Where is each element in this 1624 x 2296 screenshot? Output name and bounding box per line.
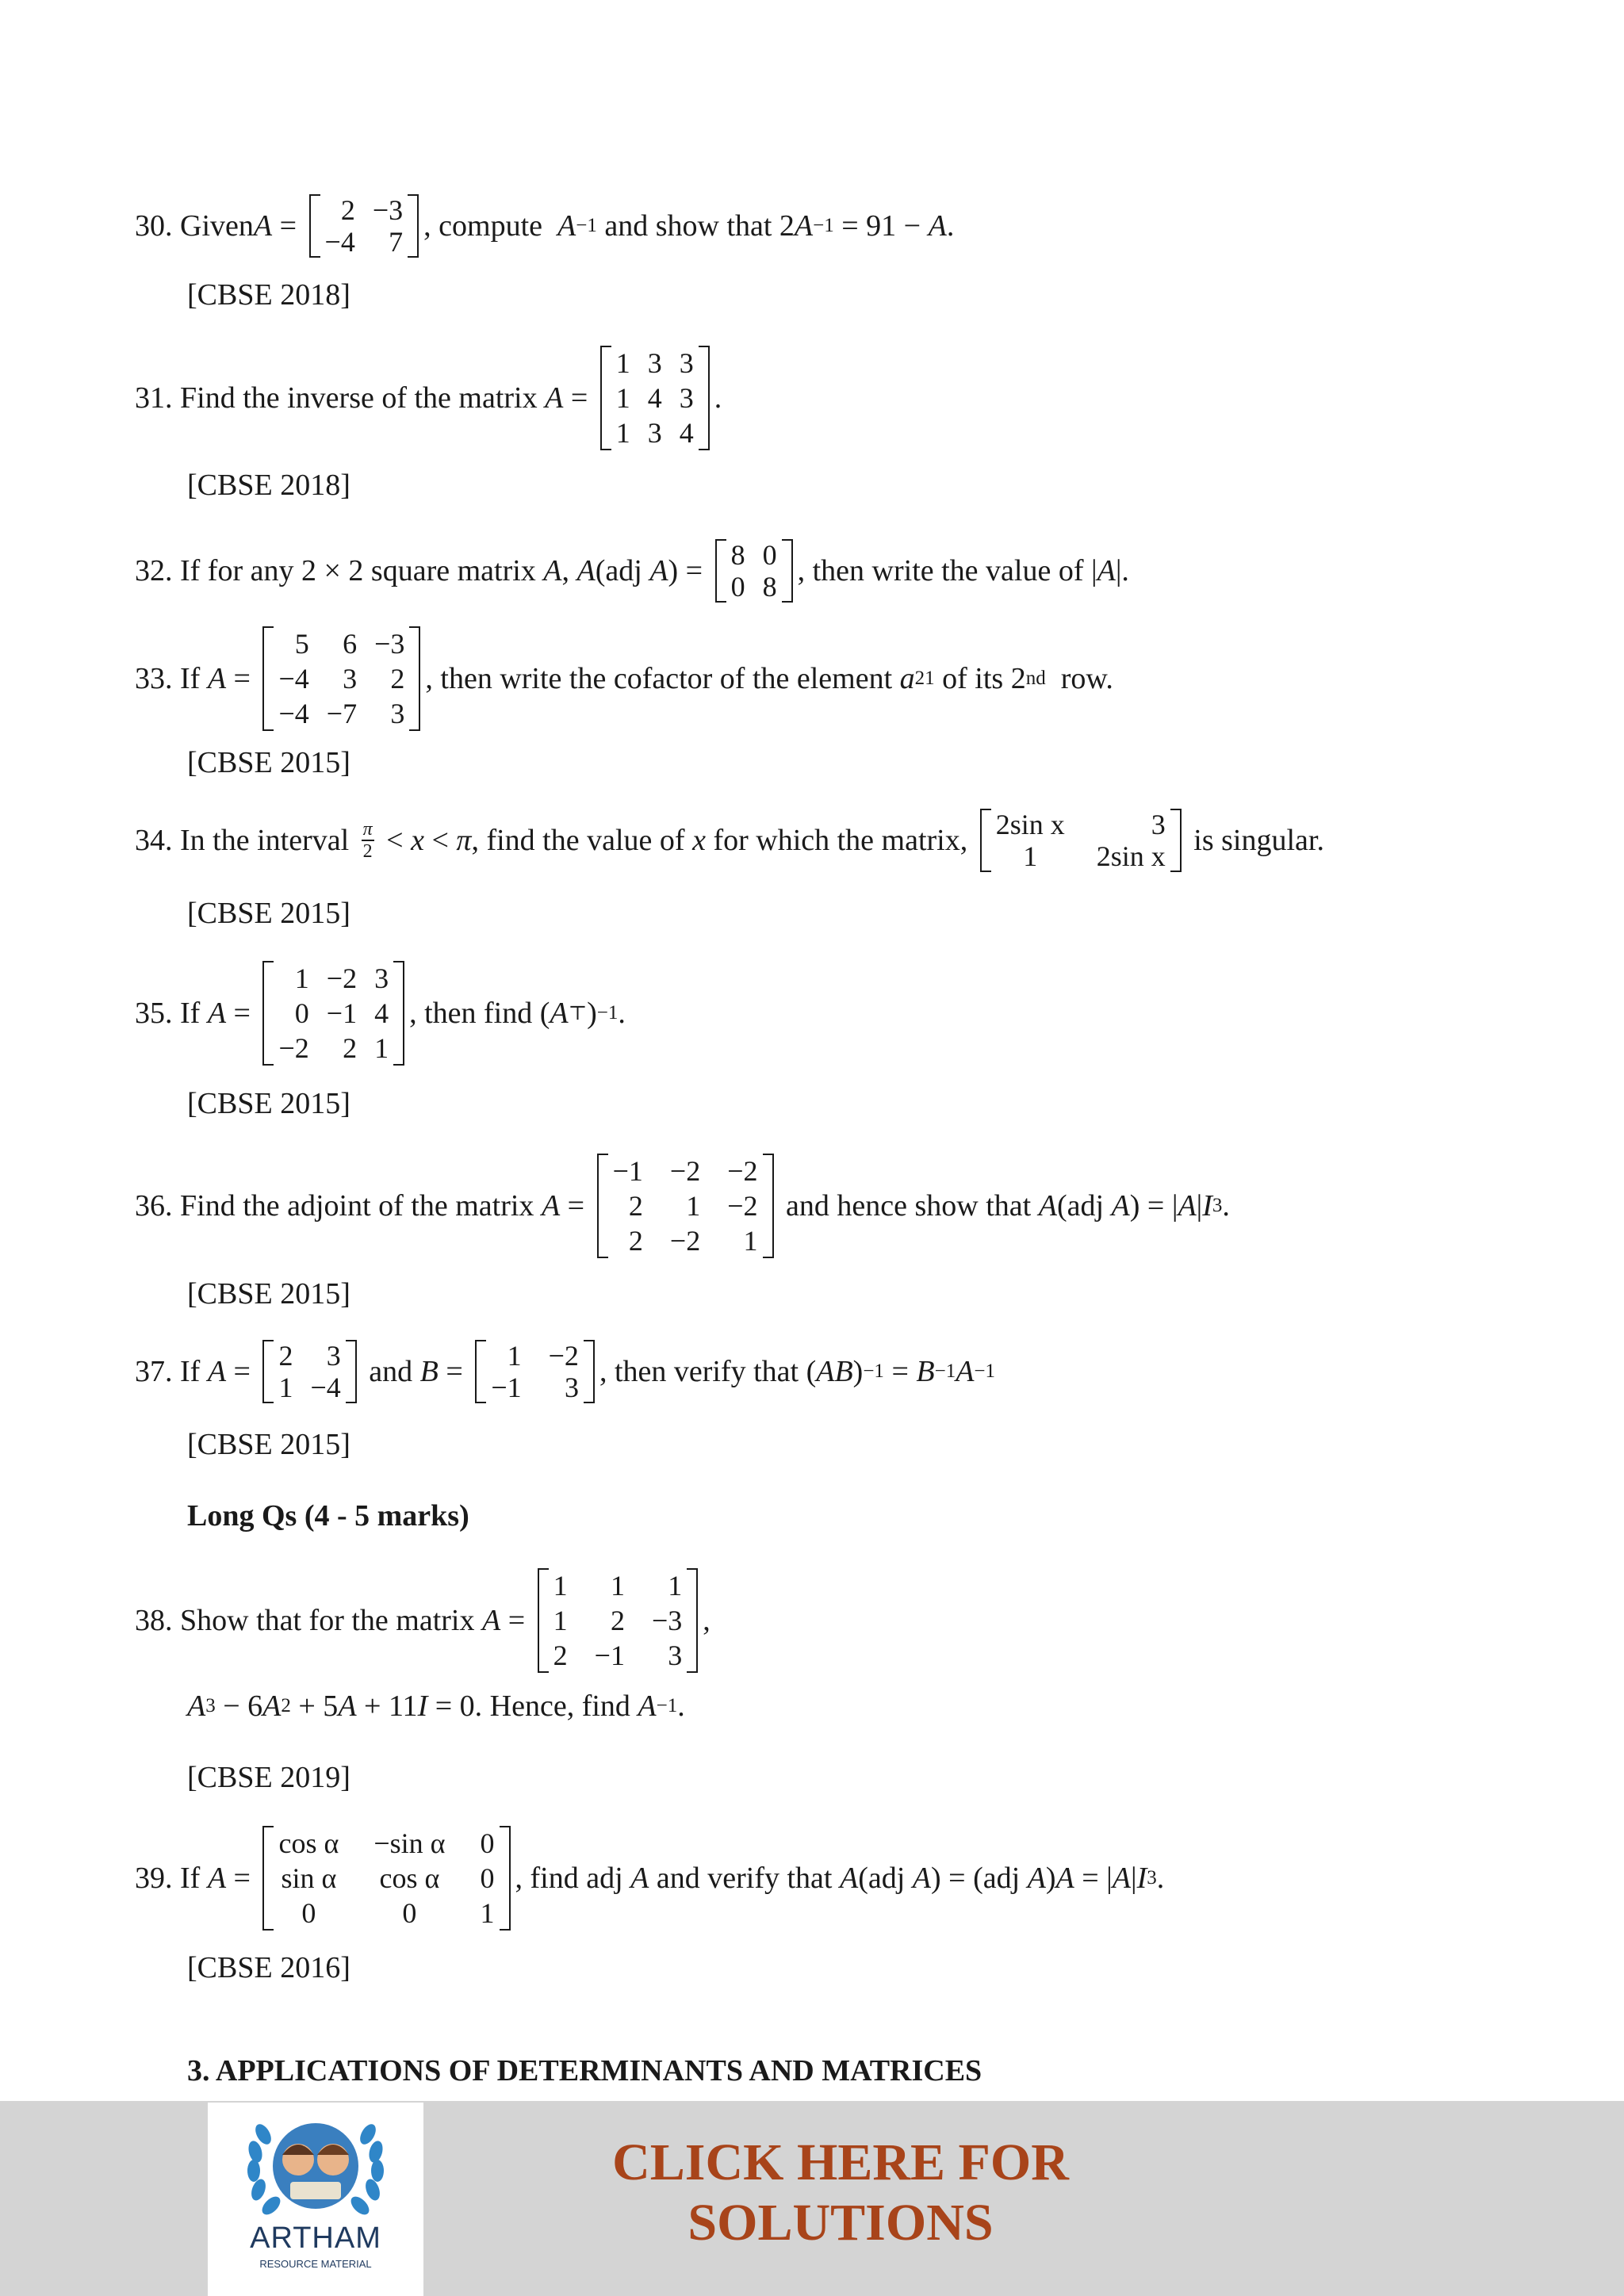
math-op: ) = | xyxy=(1129,1189,1178,1223)
section-heading: 3. APPLICATIONS OF DETERMINANTS AND MATRICES xyxy=(187,2054,982,2087)
matrix-cell: −7 xyxy=(326,698,358,729)
math-var: A xyxy=(543,554,562,587)
math-var: a xyxy=(899,662,915,695)
punct: . xyxy=(946,209,955,243)
math-var: π xyxy=(456,824,472,857)
question-text: Find the adjoint of the matrix xyxy=(180,1189,542,1223)
math-op: ) xyxy=(1045,1862,1056,1895)
math-var: A xyxy=(912,1862,931,1895)
question-text: Show that for the matrix xyxy=(180,1604,482,1637)
matrix-cell: 3 xyxy=(343,663,358,695)
math-var: A xyxy=(557,209,576,243)
question-number: 38. xyxy=(135,1604,173,1637)
cta-line-1: CLICK HERE FOR xyxy=(612,2133,1069,2191)
source-tag: [CBSE 2019] xyxy=(187,1761,350,1794)
math-sup: 2 xyxy=(281,1695,291,1716)
question-text: = 0. Hence, find xyxy=(427,1689,638,1723)
math-op: ) xyxy=(852,1355,864,1388)
math-var: A xyxy=(262,1689,282,1723)
question-text: and xyxy=(361,1355,420,1388)
matrix-cell: 2 xyxy=(390,663,405,695)
matrix-cell: 1 xyxy=(686,1190,701,1222)
matrix-cell: −2 xyxy=(727,1190,758,1222)
matrix-cell: −2 xyxy=(326,962,358,994)
math-op: = xyxy=(438,1355,471,1388)
question-number: 34. xyxy=(135,824,173,857)
question-35 xyxy=(135,961,626,1066)
matrix-cell: 4 xyxy=(374,997,389,1029)
matrix-cell: 2 xyxy=(340,194,355,226)
question-text: and hence show that xyxy=(778,1189,1039,1223)
matrix-cell: 1 xyxy=(610,1570,625,1601)
matrix-cell: 3 xyxy=(326,1340,341,1372)
math-sup: ⊤ xyxy=(568,1003,588,1024)
matrix-cell: 2 xyxy=(343,1032,358,1064)
question-38-line2 xyxy=(187,1689,685,1724)
matrix-cell: 8 xyxy=(762,571,777,603)
question-text: , find adj xyxy=(515,1862,631,1895)
math-op: = xyxy=(272,209,304,243)
question-34 xyxy=(135,809,1324,872)
question-37 xyxy=(135,1340,995,1403)
question-number: 31. xyxy=(135,381,173,415)
matrix-cell: 0 xyxy=(480,1862,495,1894)
matrix-cell: 2 xyxy=(553,1640,568,1671)
matrix-cell: 4 xyxy=(679,417,694,449)
matrix-cell: 0 xyxy=(301,1897,316,1929)
artham-logo xyxy=(208,2103,423,2296)
matrix-cell: 3 xyxy=(564,1372,579,1403)
punct: |. xyxy=(1115,554,1129,587)
logo-text: ARTHAM xyxy=(250,2221,381,2255)
question-38 xyxy=(135,1568,710,1673)
matrix-cell: −4 xyxy=(278,698,309,729)
math-sup: −1 xyxy=(863,1360,884,1382)
matrix-cell: 0 xyxy=(294,997,309,1029)
matrix-cell: 2 xyxy=(628,1190,643,1222)
source-tag: [CBSE 2015] xyxy=(187,1428,350,1461)
math-op: = xyxy=(226,662,259,695)
math-op: = xyxy=(226,997,259,1030)
question-text: If xyxy=(180,1862,208,1895)
matrix-cell: −3 xyxy=(372,194,404,226)
matrix xyxy=(980,809,1182,872)
math-sup: −1 xyxy=(934,1360,956,1382)
math-var: A xyxy=(1178,1189,1197,1223)
math-sup: −1 xyxy=(596,1002,619,1024)
math-var: A xyxy=(928,209,947,243)
question-text: and verify that xyxy=(649,1862,840,1895)
math-var: x xyxy=(411,824,424,857)
matrix-cell: 2sin x xyxy=(995,809,1065,840)
math-op: − 6 xyxy=(215,1689,263,1723)
source-tag: [CBSE 2015] xyxy=(187,897,350,930)
math-op: + 11 xyxy=(356,1689,418,1723)
matrix xyxy=(600,346,710,450)
matrix-cell: 1 xyxy=(374,1032,389,1064)
matrix-cell: 5 xyxy=(294,628,309,660)
math-var: B xyxy=(419,1355,439,1388)
matrix-cell: −1 xyxy=(491,1372,522,1403)
matrix-cell: −1 xyxy=(594,1640,625,1671)
math-sup: −1 xyxy=(813,215,834,236)
math-var: A xyxy=(550,997,569,1030)
matrix-cell: cos α xyxy=(278,1827,339,1859)
math-var: I xyxy=(1202,1189,1212,1223)
math-var: A xyxy=(1112,1862,1132,1895)
matrix-cell: 3 xyxy=(647,417,662,449)
question-number: 32. xyxy=(135,554,173,587)
matrix-cell: 2sin x xyxy=(1096,840,1166,872)
matrix-cell: −2 xyxy=(669,1155,701,1187)
matrix-cell: 2 xyxy=(628,1225,643,1257)
matrix-cell: 1 xyxy=(278,1372,293,1403)
math-var: A xyxy=(956,1355,975,1388)
math-var: A xyxy=(649,554,668,587)
question-text: for which the matrix, xyxy=(705,824,975,857)
question-text: If xyxy=(180,997,208,1030)
logo-subtext: RESOURCE MATERIAL xyxy=(259,2258,372,2270)
question-text: If xyxy=(180,662,208,695)
question-text: In the interval xyxy=(180,824,357,857)
matrix xyxy=(597,1154,774,1258)
question-text: , then verify that ( xyxy=(599,1355,817,1388)
matrix-cell: 2 xyxy=(278,1340,293,1372)
matrix-cell: −2 xyxy=(548,1340,579,1372)
ordinal-sup: nd xyxy=(1025,668,1046,689)
punct: . xyxy=(677,1689,685,1723)
matrix-cell: 3 xyxy=(374,962,389,994)
matrix-cell: −3 xyxy=(374,628,405,660)
question-text: Given xyxy=(180,209,254,243)
matrix xyxy=(475,1340,595,1403)
punct: . xyxy=(1156,1862,1165,1895)
math-var: AB xyxy=(816,1355,853,1388)
math-var: A xyxy=(207,997,227,1030)
question-text: is singular. xyxy=(1185,824,1324,857)
question-number: 30. xyxy=(135,209,173,243)
source-tag: [CBSE 2015] xyxy=(187,746,350,779)
question-text: If xyxy=(180,1355,208,1388)
question-text: and show that xyxy=(596,209,779,243)
question-number: 33. xyxy=(135,662,173,695)
math-op: < xyxy=(378,824,412,857)
math-sub: 21 xyxy=(914,668,935,689)
math-op: = xyxy=(560,1189,592,1223)
matrix xyxy=(262,1340,356,1403)
matrix-cell: −1 xyxy=(612,1155,643,1187)
matrix-cell: 1 xyxy=(743,1225,758,1257)
math-var: I xyxy=(1136,1862,1147,1895)
math-num: 2 xyxy=(779,209,795,243)
matrix-cell: 3 xyxy=(1151,809,1166,840)
math-op: = | xyxy=(1074,1862,1113,1895)
matrix-cell: 3 xyxy=(647,347,662,379)
matrix-cell: −2 xyxy=(278,1032,309,1064)
matrix-cell: 1 xyxy=(615,347,630,379)
question-text: Find the inverse of the matrix xyxy=(180,381,546,415)
math-var: A xyxy=(207,662,227,695)
question-text: row. xyxy=(1045,662,1113,695)
matrix-cell: 3 xyxy=(390,698,405,729)
matrix-cell: −3 xyxy=(651,1605,683,1636)
matrix-cell: 1 xyxy=(615,382,630,414)
source-tag: [CBSE 2018] xyxy=(187,469,350,502)
matrix-cell: 3 xyxy=(679,382,694,414)
matrix-cell: −1 xyxy=(326,997,358,1029)
matrix-cell: 3 xyxy=(679,347,694,379)
matrix xyxy=(309,194,419,258)
cta-line-2: SOLUTIONS xyxy=(688,2194,994,2252)
matrix-cell: −4 xyxy=(310,1372,341,1403)
laurel-wreath-icon xyxy=(208,2103,423,2221)
question-36 xyxy=(135,1154,1230,1258)
math-sup: 3 xyxy=(205,1695,216,1716)
question-number: 35. xyxy=(135,997,173,1030)
question-32 xyxy=(135,539,1129,603)
question-number: 36. xyxy=(135,1189,173,1223)
matrix-cell: 1 xyxy=(507,1340,522,1372)
math-var: A xyxy=(481,1604,501,1637)
question-text: , then find ( xyxy=(409,997,550,1030)
question-33 xyxy=(135,626,1113,731)
matrix-cell: −2 xyxy=(669,1225,701,1257)
question-text: If for any 2 × 2 square matrix xyxy=(180,554,544,587)
math-var: A xyxy=(576,554,596,587)
question-39 xyxy=(135,1826,1164,1931)
math-op: = xyxy=(500,1604,533,1637)
matrix-cell: 3 xyxy=(668,1640,683,1671)
math-var: A xyxy=(1097,554,1116,587)
question-text: , then write the cofactor of the element xyxy=(425,662,900,695)
math-var: A xyxy=(839,1862,859,1895)
question-number: 39. xyxy=(135,1862,173,1895)
matrix-cell: 1 xyxy=(294,962,309,994)
math-op: | xyxy=(1131,1862,1137,1895)
source-tag: [CBSE 2016] xyxy=(187,1951,350,1984)
question-text: , compute xyxy=(423,209,550,243)
matrix-cell: 4 xyxy=(647,382,662,414)
matrix-cell: 0 xyxy=(762,539,777,571)
matrix xyxy=(262,626,420,731)
matrix-cell: 8 xyxy=(730,539,745,571)
math-var: A xyxy=(187,1689,206,1723)
math-var: A xyxy=(638,1689,657,1723)
matrix-cell: 1 xyxy=(553,1605,568,1636)
math-op: = xyxy=(883,1355,917,1388)
math-sub: 3 xyxy=(1212,1195,1223,1216)
matrix-cell: 1 xyxy=(480,1897,495,1929)
math-op: ) = (adj xyxy=(930,1862,1028,1895)
matrix-cell: 0 xyxy=(480,1827,495,1859)
matrix xyxy=(262,1826,510,1931)
math-var: A xyxy=(794,209,814,243)
math-op: = xyxy=(563,381,596,415)
source-tag: [CBSE 2015] xyxy=(187,1087,350,1120)
solutions-link[interactable] xyxy=(555,2133,1126,2253)
question-31 xyxy=(135,346,722,450)
matrix-cell: −2 xyxy=(727,1155,758,1187)
math-sup: −1 xyxy=(974,1360,996,1382)
math-sub: 3 xyxy=(1147,1867,1157,1888)
question-number: 37. xyxy=(135,1355,173,1388)
math-op: (adj xyxy=(595,554,650,587)
math-var: A xyxy=(1038,1189,1057,1223)
matrix-cell: 1 xyxy=(553,1570,568,1601)
math-op: < xyxy=(423,824,457,857)
math-op: = xyxy=(226,1862,259,1895)
source-tag: [CBSE 2018] xyxy=(187,278,350,312)
matrix-cell: −4 xyxy=(278,663,309,695)
matrix-cell: 2 xyxy=(610,1605,625,1636)
math-var: A xyxy=(253,209,273,243)
math-var: x xyxy=(692,824,706,857)
question-30 xyxy=(135,194,954,258)
matrix-cell: 7 xyxy=(389,226,404,258)
math-var: A xyxy=(541,1189,561,1223)
matrix-cell: 0 xyxy=(402,1897,417,1929)
fraction xyxy=(362,819,374,862)
math-var: A xyxy=(1111,1189,1130,1223)
question-text: of its 2 xyxy=(934,662,1026,695)
math-op: (adj xyxy=(858,1862,913,1895)
matrix xyxy=(538,1568,699,1673)
punct: , xyxy=(703,1604,710,1637)
frac-den: 2 xyxy=(362,841,373,862)
math-sup: −1 xyxy=(656,1695,678,1716)
punct: . xyxy=(618,997,626,1030)
math-var: B xyxy=(916,1355,935,1388)
math-var: A xyxy=(1055,1862,1074,1895)
question-text: , then write the value of | xyxy=(797,554,1097,587)
source-tag: [CBSE 2015] xyxy=(187,1277,350,1311)
math-var: A xyxy=(338,1689,357,1723)
punct: . xyxy=(714,381,722,415)
math-var: A xyxy=(207,1862,227,1895)
matrix-cell: −4 xyxy=(324,226,355,258)
math-var: A xyxy=(207,1355,227,1388)
math-var: A xyxy=(1027,1862,1046,1895)
math-op: | xyxy=(1196,1189,1203,1223)
math-op: ) xyxy=(587,997,597,1030)
frac-num: π xyxy=(362,819,373,840)
section-subheading: Long Qs (4 - 5 marks) xyxy=(187,1499,469,1533)
matrix-cell: 1 xyxy=(1023,840,1038,872)
matrix-cell: cos α xyxy=(379,1862,440,1894)
matrix xyxy=(262,961,404,1066)
math-var: A xyxy=(630,1862,649,1895)
matrix-cell: −sin α xyxy=(373,1827,446,1859)
punct: , xyxy=(561,554,577,587)
matrix-cell: 0 xyxy=(730,571,745,603)
math-op: ) = xyxy=(668,554,710,587)
matrix-cell: 1 xyxy=(615,417,630,449)
math-op: + 5 xyxy=(290,1689,339,1723)
math-op: = 91 − xyxy=(833,209,929,243)
math-var: A xyxy=(545,381,564,415)
matrix-cell: 1 xyxy=(668,1570,683,1601)
math-var: I xyxy=(417,1689,428,1723)
punct: . xyxy=(1222,1189,1230,1223)
question-text: , find the value of xyxy=(471,824,693,857)
matrix xyxy=(715,539,793,603)
matrix-cell: 6 xyxy=(343,628,358,660)
math-sup: −1 xyxy=(576,215,597,236)
math-op: (adj xyxy=(1056,1189,1112,1223)
matrix-cell: sin α xyxy=(281,1862,337,1894)
math-op: = xyxy=(226,1355,259,1388)
